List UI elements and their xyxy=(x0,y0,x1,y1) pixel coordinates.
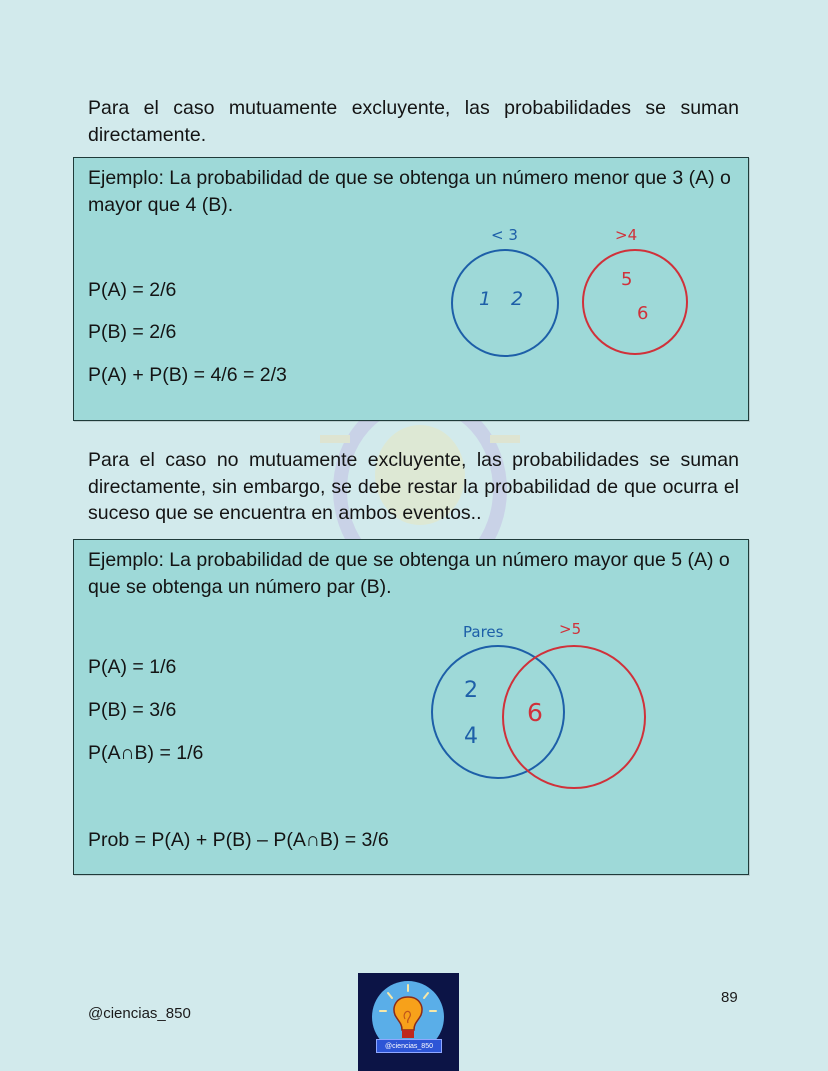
example-box-non-mutually-exclusive xyxy=(73,539,749,875)
set-b-label: >5 xyxy=(559,620,582,638)
set-a-circle xyxy=(432,623,564,778)
set-a-element: 1 xyxy=(479,288,492,310)
paragraph-non-mutually-exclusive: Para el caso no mutuamente excluyente, las probabilidades se suman directamente, sin embargo, se debe restar la probabilidad de que ocurra el suceso que se encuentra en ambos eventos.. xyxy=(88,449,739,524)
set-a-label: Pares xyxy=(463,623,504,641)
lightbulb-icon xyxy=(358,973,459,1071)
set-a-element: 2 xyxy=(511,288,524,310)
set-a-label: < 3 xyxy=(491,226,518,244)
intersection-element: 6 xyxy=(527,698,543,727)
equation-pa: P(A) = 2/6 xyxy=(88,279,177,301)
brand-logo xyxy=(358,973,459,1071)
equation-pa: P(A) = 1/6 xyxy=(88,656,177,678)
equation-pb: P(B) = 3/6 xyxy=(88,699,177,721)
equation-sum: P(A) + P(B) = 4/6 = 2/3 xyxy=(88,364,287,386)
venn-diagram-disjoint xyxy=(439,213,699,363)
set-a-element: 2 xyxy=(464,678,478,703)
equation-intersection: P(A∩B) = 1/6 xyxy=(88,742,204,764)
set-a-element: 4 xyxy=(464,724,478,749)
logo-label: @ciencias_850 xyxy=(376,1039,442,1053)
paragraph-mutually-exclusive: Para el caso mutuamente excluyente, las probabilidades se suman directamente. xyxy=(88,97,739,146)
footer-handle: @ciencias_850 xyxy=(88,1005,191,1022)
example-box-mutually-exclusive xyxy=(73,157,749,421)
page-number: 89 xyxy=(721,989,738,1006)
set-a-circle xyxy=(452,226,558,356)
set-b-circle xyxy=(583,226,687,354)
equation-result: Prob = P(A) + P(B) – P(A∩B) = 3/6 xyxy=(88,829,389,851)
set-b-label: >4 xyxy=(615,226,638,244)
example-intro: Ejemplo: La probabilidad de que se obtenga un número mayor que 5 (A) o que se obtenga un número par (B). xyxy=(88,549,730,598)
set-b-element: 5 xyxy=(621,269,633,290)
set-b-circle xyxy=(503,620,645,788)
set-b-element: 6 xyxy=(637,303,649,324)
example-intro: Ejemplo: La probabilidad de que se obtenga un número menor que 3 (A) o mayor que 4 (B). xyxy=(88,167,731,216)
venn-diagram-overlapping xyxy=(419,610,659,795)
equation-pb: P(B) = 2/6 xyxy=(88,321,177,343)
